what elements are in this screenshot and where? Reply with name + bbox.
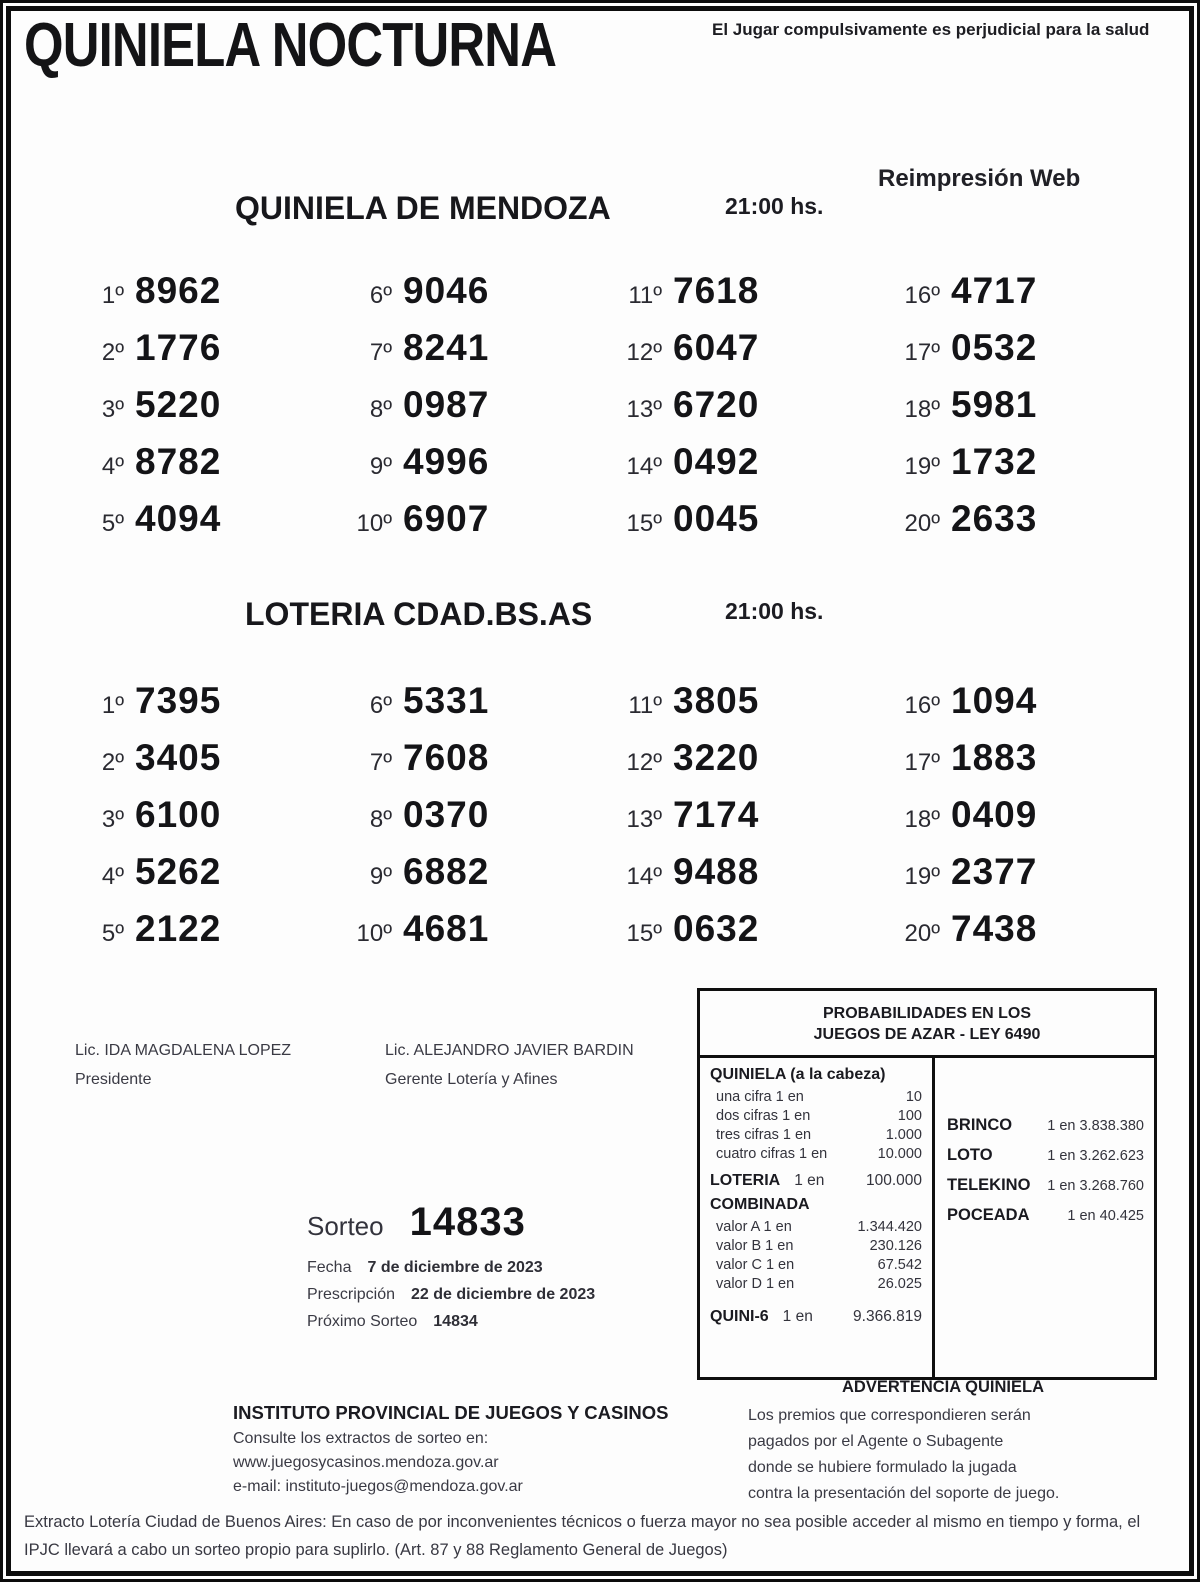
game-odds-row: [947, 1206, 1144, 1225]
game-name: TELEKINO: [947, 1176, 1031, 1194]
fecha-label: Fecha: [307, 1259, 352, 1276]
result-item: [874, 498, 1148, 555]
result-position: 6º: [369, 692, 392, 719]
institute-consult-line: Consulte los extractos de sorteo en:: [233, 1430, 489, 1447]
result-position: 20º: [904, 920, 940, 947]
result-number: 7438: [951, 908, 1038, 949]
odds-row: [710, 1237, 922, 1256]
game-odds-value: 1 en 3.268.760: [1047, 1178, 1144, 1194]
result-position: 17º: [904, 339, 940, 366]
result-item: [874, 441, 1148, 498]
result-item: [596, 680, 874, 737]
advertencia-block: [748, 1378, 1138, 1507]
official-role: Presidente: [75, 1071, 152, 1088]
probabilities-left-column: [700, 1058, 935, 1377]
game-name: LOTO: [947, 1146, 993, 1164]
advertencia-line: contra la presentación del soporte de juego.: [748, 1485, 1060, 1502]
result-position: 16º: [904, 692, 940, 719]
result-item: [596, 384, 874, 441]
result-item: [58, 908, 326, 965]
result-item: [58, 270, 326, 327]
result-item: [596, 851, 874, 908]
result-position: 1º: [101, 282, 124, 309]
result-number: 6047: [673, 327, 760, 368]
mendoza-draw-title: QUINIELA DE MENDOZA: [235, 190, 611, 226]
official-name: Lic. ALEJANDRO JAVIER BARDIN: [385, 1042, 634, 1059]
loteria-odds-label: LOTERIA: [710, 1172, 781, 1189]
result-item: [596, 737, 874, 794]
result-number: 0632: [673, 908, 760, 949]
result-position: 11º: [628, 282, 662, 309]
game-odds-value: 1 en 3.838.380: [1047, 1118, 1144, 1134]
institute-email: e-mail: instituto-juegos@mendoza.gov.ar: [233, 1478, 523, 1495]
quini6-odds-value: 9.366.819: [853, 1308, 922, 1325]
advertencia-line: pagados por el Agente o Subagente: [748, 1433, 1004, 1450]
result-number: 8241: [403, 327, 490, 368]
result-position: 14º: [626, 453, 662, 480]
odds-value: 26.025: [877, 1276, 922, 1292]
combinada-header: COMBINADA: [710, 1196, 810, 1213]
quiniela-odds-list: [710, 1088, 922, 1164]
result-position: 18º: [904, 806, 940, 833]
result-position: 2º: [101, 339, 124, 366]
quini6-odds-row: [710, 1308, 922, 1326]
result-number: 1776: [135, 327, 222, 368]
result-number: 6882: [403, 851, 490, 892]
result-item: [58, 737, 326, 794]
result-item: [596, 794, 874, 851]
reprint-web-label: Reimpresión Web: [878, 165, 1081, 192]
result-item: [874, 384, 1148, 441]
result-item: [58, 384, 326, 441]
result-position: 1º: [101, 692, 124, 719]
result-item: [596, 327, 874, 384]
odds-value: 67.542: [877, 1257, 922, 1273]
result-number: 5331: [403, 680, 490, 721]
result-position: 10º: [356, 510, 392, 537]
result-number: 4996: [403, 441, 490, 482]
result-number: 4681: [403, 908, 490, 949]
result-number: 0370: [403, 794, 490, 835]
result-item: [326, 737, 596, 794]
proximo-sorteo-value: 14834: [433, 1313, 478, 1330]
result-position: 15º: [626, 510, 662, 537]
result-number: 9488: [673, 851, 760, 892]
result-number: 0532: [951, 327, 1038, 368]
odds-label: valor A 1 en: [716, 1219, 792, 1235]
result-number: 2377: [951, 851, 1038, 892]
prescripcion-label: Prescripción: [307, 1286, 396, 1303]
result-number: 7608: [403, 737, 490, 778]
result-item: [874, 327, 1148, 384]
probabilities-body: [700, 1058, 1154, 1377]
result-number: 4094: [135, 498, 222, 539]
result-item: [874, 794, 1148, 851]
result-item: [326, 851, 596, 908]
proximo-sorteo-label: Próximo Sorteo: [307, 1313, 418, 1330]
result-position: 19º: [904, 863, 940, 890]
result-item: [874, 737, 1148, 794]
result-position: 5º: [101, 510, 124, 537]
result-number: 2122: [135, 908, 222, 949]
mendoza-draw-time: 21:00 hs.: [725, 193, 824, 219]
prescripcion-row: [307, 1286, 707, 1304]
footer-legal-text: Extracto Lotería Ciudad de Buenos Aires: En caso de por inconvenientes técnicos o fuerza mayor no sea posible acceder al mismo en tiempo y forma, el IPJC llevará a cabo un sorteo propio para suplirlo. (Art. 87 y 88 Reglamento General de Juegos): [24, 1513, 1141, 1559]
result-position: 13º: [626, 806, 662, 833]
result-position: 7º: [369, 339, 392, 366]
odds-row: [710, 1218, 922, 1237]
probabilities-title-line2: JUEGOS DE AZAR - LEY 6490: [813, 1026, 1041, 1043]
result-item: [326, 327, 596, 384]
game-odds-row: [947, 1146, 1144, 1165]
fecha-value: 7 de diciembre de 2023: [367, 1259, 543, 1276]
game-name: POCEADA: [947, 1206, 1030, 1224]
result-number: 6100: [135, 794, 222, 835]
game-odds-value: 1 en 3.262.623: [1047, 1148, 1144, 1164]
result-item: [326, 441, 596, 498]
quini6-odds-mid: 1 en: [782, 1308, 813, 1325]
result-position: 8º: [369, 396, 392, 423]
sorteo-label: Sorteo: [307, 1211, 384, 1241]
result-position: 18º: [904, 396, 940, 423]
result-position: 4º: [101, 453, 124, 480]
odds-row: [710, 1088, 922, 1107]
result-position: 9º: [369, 863, 392, 890]
advertencia-title: ADVERTENCIA QUINIELA: [842, 1378, 1044, 1396]
odds-label: una cifra 1 en: [716, 1089, 804, 1105]
result-item: [874, 680, 1148, 737]
result-item: [58, 851, 326, 908]
odds-label: dos cifras 1 en: [716, 1108, 811, 1124]
result-item: [596, 270, 874, 327]
result-number: 8962: [135, 270, 222, 311]
official-name: Lic. IDA MAGDALENA LOPEZ: [75, 1042, 292, 1059]
result-item: [326, 384, 596, 441]
result-position: 13º: [626, 396, 662, 423]
result-number: 1883: [951, 737, 1038, 778]
result-item: [326, 498, 596, 555]
result-position: 3º: [101, 396, 124, 423]
quini6-odds-label: QUINI-6: [710, 1308, 769, 1325]
result-number: 3805: [673, 680, 760, 721]
advertencia-line: donde se hubiere formulado la jugada: [748, 1459, 1017, 1476]
result-position: 12º: [626, 339, 662, 366]
odds-row: [710, 1126, 922, 1145]
result-number: 0045: [673, 498, 760, 539]
proximo-sorteo-row: [307, 1313, 707, 1331]
result-number: 6720: [673, 384, 760, 425]
game-odds-row: [947, 1116, 1144, 1135]
odds-value: 1.344.420: [857, 1219, 922, 1235]
result-number: 1732: [951, 441, 1038, 482]
probabilities-right-column: [935, 1058, 1154, 1377]
result-number: 5262: [135, 851, 222, 892]
odds-label: tres cifras 1 en: [716, 1127, 812, 1143]
health-warning-text: El Jugar compulsivamente es perjudicial para la salud: [712, 20, 1150, 39]
result-item: [58, 794, 326, 851]
odds-value: 10.000: [877, 1146, 922, 1162]
game-name: BRINCO: [947, 1116, 1013, 1134]
result-item: [326, 908, 596, 965]
result-number: 4717: [951, 270, 1038, 311]
loteria-odds-row: [710, 1172, 922, 1190]
result-position: 15º: [626, 920, 662, 947]
result-number: 2633: [951, 498, 1038, 539]
result-item: [874, 851, 1148, 908]
result-number: 0987: [403, 384, 490, 425]
result-number: 6907: [403, 498, 490, 539]
result-item: [58, 441, 326, 498]
result-number: 1094: [951, 680, 1038, 721]
loteria-odds-value: 100.000: [865, 1172, 922, 1189]
quiniela-odds-header: QUINIELA (a la cabeza): [710, 1066, 886, 1083]
probabilities-box: [697, 988, 1157, 1380]
sorteo-number: 14833: [409, 1200, 526, 1244]
result-position: 20º: [904, 510, 940, 537]
result-number: 5981: [951, 384, 1038, 425]
fecha-row: [307, 1259, 707, 1277]
result-item: [596, 498, 874, 555]
odds-row: [710, 1107, 922, 1126]
result-position: 12º: [626, 749, 662, 776]
odds-label: cuatro cifras 1 en: [716, 1146, 828, 1162]
odds-row: [710, 1256, 922, 1275]
odds-value: 10: [905, 1089, 922, 1105]
result-position: 6º: [369, 282, 392, 309]
probabilities-title: [700, 991, 1154, 1058]
result-position: 11º: [628, 692, 662, 719]
result-number: 7618: [673, 270, 760, 311]
official-role: Gerente Lotería y Afines: [385, 1071, 558, 1088]
result-position: 4º: [101, 863, 124, 890]
result-number: 0492: [673, 441, 760, 482]
mendoza-results-grid: [58, 270, 1148, 555]
odds-row: [710, 1275, 922, 1294]
result-position: 2º: [101, 749, 124, 776]
result-position: 19º: [904, 453, 940, 480]
odds-value: 1.000: [885, 1127, 922, 1143]
institute-name: INSTITUTO PROVINCIAL DE JUEGOS Y CASINOS: [233, 1402, 669, 1423]
result-number: 3405: [135, 737, 222, 778]
combinada-odds-list: [710, 1218, 922, 1294]
draw-info-block: [307, 1200, 707, 1331]
result-item: [58, 327, 326, 384]
result-position: 5º: [101, 920, 124, 947]
result-item: [58, 498, 326, 555]
result-item: [326, 794, 596, 851]
official-president: [75, 1042, 291, 1089]
odds-label: valor C 1 en: [716, 1257, 795, 1273]
result-position: 17º: [904, 749, 940, 776]
odds-row: [710, 1145, 922, 1164]
result-position: 16º: [904, 282, 940, 309]
institute-block: [233, 1402, 713, 1496]
official-manager: [385, 1042, 634, 1089]
probabilities-title-line1: PROBABILIDADES EN LOS: [822, 1005, 1031, 1022]
page-title: QUINIELA NOCTURNA: [24, 11, 557, 80]
result-number: 8782: [135, 441, 222, 482]
sorteo-row: [307, 1200, 707, 1245]
result-item: [58, 680, 326, 737]
result-position: 7º: [369, 749, 392, 776]
result-item: [874, 908, 1148, 965]
result-number: 9046: [403, 270, 490, 311]
bsas-draw-title: LOTERIA CDAD.BS.AS: [245, 596, 593, 632]
odds-value: 230.126: [869, 1238, 922, 1254]
game-odds-value: 1 en 40.425: [1067, 1208, 1144, 1224]
institute-website: www.juegosycasinos.mendoza.gov.ar: [233, 1454, 499, 1471]
result-item: [874, 270, 1148, 327]
game-odds-row: [947, 1176, 1144, 1195]
odds-label: valor B 1 en: [716, 1238, 794, 1254]
result-number: 3220: [673, 737, 760, 778]
result-item: [326, 270, 596, 327]
result-position: 8º: [369, 806, 392, 833]
result-position: 9º: [369, 453, 392, 480]
result-item: [596, 908, 874, 965]
loteria-odds-mid: 1 en: [794, 1172, 825, 1189]
bsas-results-grid: [58, 680, 1148, 965]
odds-label: valor D 1 en: [716, 1276, 795, 1292]
result-item: [326, 680, 596, 737]
prescripcion-value: 22 de diciembre de 2023: [411, 1286, 596, 1303]
result-position: 14º: [626, 863, 662, 890]
odds-value: 100: [897, 1108, 922, 1124]
result-position: 3º: [101, 806, 124, 833]
result-number: 7395: [135, 680, 222, 721]
result-position: 10º: [356, 920, 392, 947]
advertencia-line: Los premios que correspondieren serán: [748, 1407, 1031, 1424]
result-number: 0409: [951, 794, 1038, 835]
result-number: 5220: [135, 384, 222, 425]
result-item: [596, 441, 874, 498]
bsas-draw-time: 21:00 hs.: [725, 598, 824, 624]
advertencia-lines: [748, 1403, 1138, 1507]
result-number: 7174: [673, 794, 760, 835]
